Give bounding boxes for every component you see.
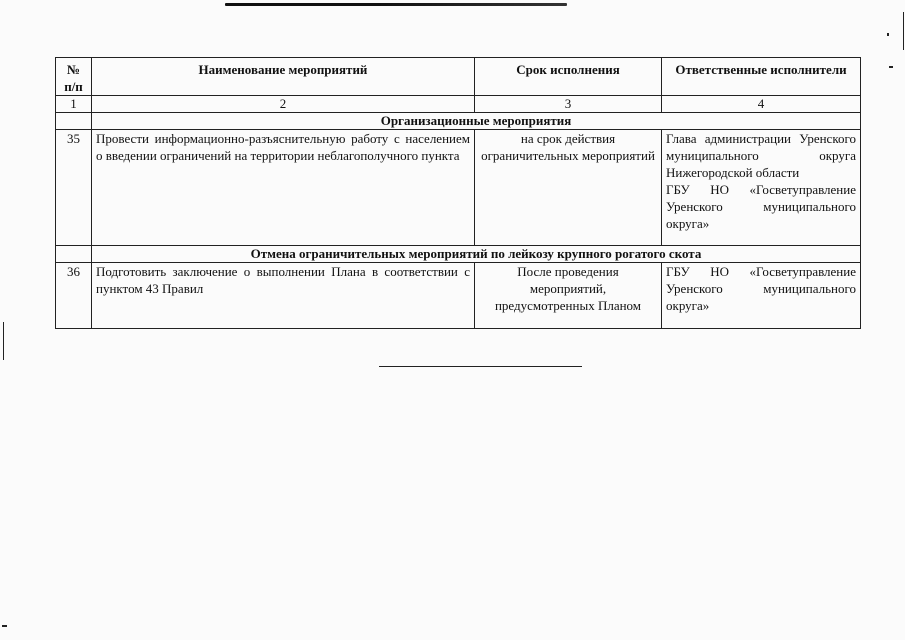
end-of-document-rule bbox=[379, 366, 582, 367]
row-action-name: Подготовить заключение о выполнении Плана в соответствии с пунктом 43 Правил bbox=[92, 263, 475, 329]
section-spacer bbox=[56, 113, 92, 130]
column-number: 2 bbox=[92, 96, 475, 113]
table-row bbox=[56, 263, 861, 329]
header-deadline: Срок исполнения bbox=[475, 58, 662, 96]
row-deadline: После проведения мероприятий, предусмотренных Планом bbox=[475, 263, 662, 329]
row-responsible bbox=[662, 130, 861, 246]
scan-artifact-mark bbox=[903, 12, 904, 50]
section-title-organizational: Организационные мероприятия bbox=[92, 113, 861, 130]
table-header-row bbox=[56, 58, 861, 96]
row-responsible: ГБУ НО «Госветуправление Уренского муниципального округа» bbox=[662, 263, 861, 329]
section-title-cancellation: Отмена ограничительных мероприятий по лейкозу крупного рогатого скота bbox=[92, 246, 861, 263]
scan-artifact-mark bbox=[2, 625, 7, 627]
row-deadline: на срок действия ограничительных мероприятий bbox=[475, 130, 662, 246]
section-spacer bbox=[56, 246, 92, 263]
header-name: Наименование мероприятий bbox=[92, 58, 475, 96]
header-num: № п/п bbox=[56, 58, 92, 96]
column-number: 1 bbox=[56, 96, 92, 113]
row-number: 35 bbox=[56, 130, 92, 246]
scan-artifact-mark bbox=[887, 33, 889, 36]
responsible-entity: Глава администрации Уренского муниципального округа Нижегородской области bbox=[666, 131, 856, 180]
header-responsible: Ответственные исполнители bbox=[662, 58, 861, 96]
column-number: 3 bbox=[475, 96, 662, 113]
table-row bbox=[56, 130, 861, 246]
column-number: 4 bbox=[662, 96, 861, 113]
scan-artifact-mark bbox=[3, 322, 4, 360]
scan-artifact-mark bbox=[889, 66, 893, 68]
column-numbers-row bbox=[56, 96, 861, 113]
action-plan-table bbox=[55, 57, 861, 329]
top-decorative-rule bbox=[225, 3, 567, 6]
row-action-name: Провести информационно-разъяснительную работу с населением о введении ограничений на территории неблагополучного пункта bbox=[92, 130, 475, 246]
section-row bbox=[56, 113, 861, 130]
responsible-entity: ГБУ НО «Госветуправление Уренского муниципального округа» bbox=[666, 182, 856, 231]
section-row bbox=[56, 246, 861, 263]
row-number: 36 bbox=[56, 263, 92, 329]
